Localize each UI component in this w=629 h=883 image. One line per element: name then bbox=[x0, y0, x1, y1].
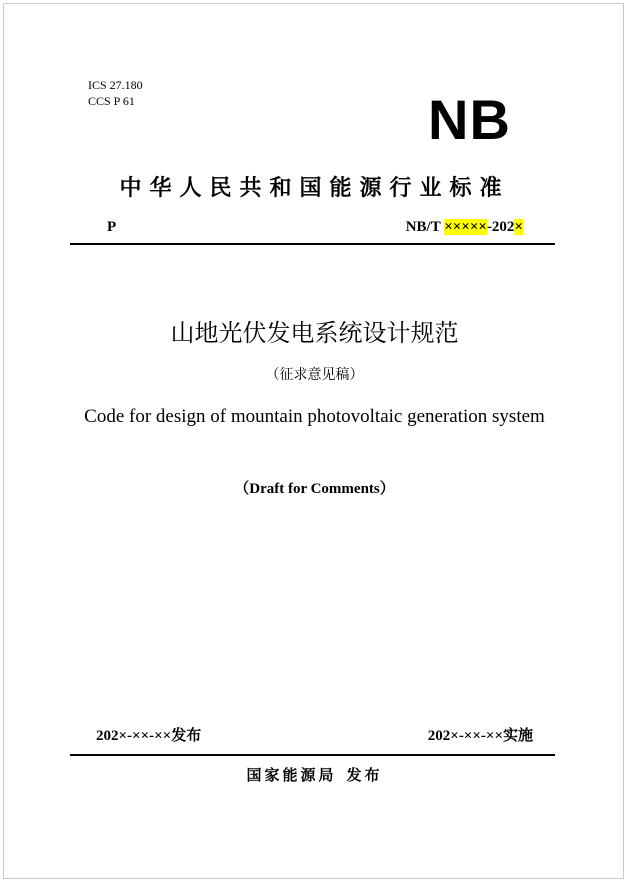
standard-number-sep: -202 bbox=[486, 219, 515, 235]
standard-number-year-suffix: × bbox=[514, 219, 523, 235]
document-title-en: Code for design of mountain photovoltaic generation system bbox=[84, 406, 545, 427]
ics-code: ICS 27.180 bbox=[88, 78, 143, 92]
publisher-line bbox=[0, 764, 629, 785]
top-divider bbox=[70, 243, 555, 245]
classification-codes bbox=[88, 77, 143, 109]
nb-logo: NB bbox=[428, 88, 511, 151]
draft-note-cn: （征求意见稿） bbox=[265, 367, 364, 383]
page-frame bbox=[3, 3, 624, 879]
standard-number bbox=[406, 219, 523, 236]
ccs-code: CCS P 61 bbox=[88, 94, 135, 108]
publisher-action: 发布 bbox=[346, 766, 383, 784]
draft-note-en: （Draft for Comments） bbox=[234, 481, 395, 497]
release-date: 202×-××-××发布 bbox=[96, 728, 202, 744]
publisher-name: 国家能源局 bbox=[246, 766, 337, 784]
country-standard-title: 中华人民共和国能源行业标准 bbox=[119, 176, 510, 201]
document-title-cn: 山地光伏发电系统设计规范 bbox=[170, 319, 459, 347]
standard-number-prefix: NB/T bbox=[405, 219, 445, 235]
standard-number-code: ××××× bbox=[444, 219, 487, 235]
bottom-divider bbox=[70, 754, 555, 756]
implementation-date: 202×-××-××实施 bbox=[427, 728, 533, 744]
category-mark: P bbox=[107, 219, 117, 235]
